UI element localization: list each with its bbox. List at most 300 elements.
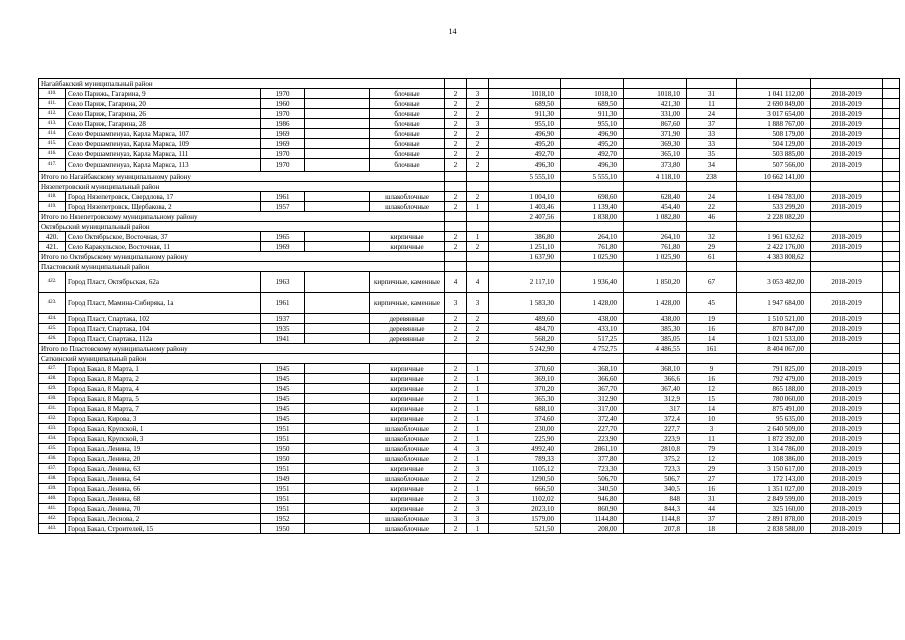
period: 2018-2019 <box>811 464 883 474</box>
area-1: 911,30 <box>489 109 561 119</box>
residents: 27 <box>687 474 737 484</box>
residents: 12 <box>687 384 737 394</box>
address: Село Фершампенуаз, Карла Маркса, 109 <box>66 139 261 149</box>
entrances: 1 <box>467 414 489 424</box>
table-row <box>39 109 900 119</box>
empty-cell <box>883 384 900 394</box>
empty-cell <box>883 139 900 149</box>
year-built: 1969 <box>261 242 305 252</box>
row-number: 443. <box>39 524 66 534</box>
residents: 11 <box>687 434 737 444</box>
address: Город Бакал, Ленина, 19 <box>66 444 261 454</box>
cost: 792 479,00 <box>737 374 811 384</box>
area-2: 367,70 <box>561 384 624 394</box>
residents: 29 <box>687 464 737 474</box>
address: Село Париж, Гагарина, 20 <box>66 99 261 109</box>
empty-cell <box>467 354 489 364</box>
cost: 1 041 112,00 <box>737 89 811 99</box>
total-area-3: 4 486,55 <box>624 344 687 354</box>
area-2: 208,00 <box>561 524 624 534</box>
area-3: 312,9 <box>624 394 687 404</box>
empty-cell <box>445 212 467 222</box>
floors: 2 <box>445 524 467 534</box>
area-1: 789,33 <box>489 454 561 464</box>
area-2: 223,90 <box>561 434 624 444</box>
district-section-row <box>39 262 900 272</box>
table-row <box>39 272 900 293</box>
table-row <box>39 159 900 172</box>
floors: 2 <box>445 99 467 109</box>
table-row <box>39 494 900 504</box>
area-3: 761,80 <box>624 242 687 252</box>
total-label: Итого по Нязепетровскому муниципальному району <box>39 212 445 222</box>
address: Город Бакал, Крупской, 3 <box>66 434 261 444</box>
address: Город Бакал, Ленина, 68 <box>66 494 261 504</box>
residents: 19 <box>687 314 737 324</box>
period: 2018-2019 <box>811 444 883 454</box>
year-built: 1945 <box>261 414 305 424</box>
row-number: 426. <box>39 334 66 344</box>
period: 2018-2019 <box>811 139 883 149</box>
area-2: 227,70 <box>561 424 624 434</box>
floors: 3 <box>445 514 467 524</box>
table-row <box>39 314 900 324</box>
year-built: 1945 <box>261 374 305 384</box>
cost: 1 888 767,00 <box>737 119 811 129</box>
period: 2018-2019 <box>811 314 883 324</box>
row-number: 438. <box>39 474 66 484</box>
residents: 24 <box>687 109 737 119</box>
table-row <box>39 404 900 414</box>
wall-material: блочные <box>370 89 445 99</box>
empty-cell <box>883 293 900 314</box>
cost: 3 150 617,00 <box>737 464 811 474</box>
empty-cell <box>883 354 900 364</box>
row-number: 437. <box>39 464 66 474</box>
table-row <box>39 424 900 434</box>
empty-cell <box>811 344 883 354</box>
entrances: 1 <box>467 424 489 434</box>
floors: 2 <box>445 89 467 99</box>
empty-cell <box>687 182 737 192</box>
total-area-1: 1 637,90 <box>489 252 561 262</box>
empty-cell <box>305 414 370 424</box>
area-3: 369,30 <box>624 139 687 149</box>
total-residents: 61 <box>687 252 737 262</box>
empty-cell <box>305 524 370 534</box>
table-row <box>39 434 900 444</box>
year-built: 1935 <box>261 324 305 334</box>
wall-material: шлакоблочные <box>370 192 445 202</box>
residents: 12 <box>687 454 737 464</box>
empty-cell <box>883 364 900 374</box>
period: 2018-2019 <box>811 454 883 464</box>
floors: 2 <box>445 404 467 414</box>
wall-material: блочные <box>370 129 445 139</box>
residents: 16 <box>687 484 737 494</box>
empty-cell <box>883 99 900 109</box>
empty-cell <box>305 202 370 212</box>
empty-cell <box>305 504 370 514</box>
table-row <box>39 242 900 252</box>
empty-cell <box>811 222 883 232</box>
period: 2018-2019 <box>811 149 883 159</box>
empty-cell <box>737 79 811 89</box>
period: 2018-2019 <box>811 324 883 334</box>
cost: 870 847,00 <box>737 324 811 334</box>
entrances: 1 <box>467 434 489 444</box>
empty-cell <box>305 444 370 454</box>
year-built: 1951 <box>261 494 305 504</box>
area-1: 1579,00 <box>489 514 561 524</box>
wall-material: кирпичные <box>370 414 445 424</box>
area-1: 365,30 <box>489 394 561 404</box>
empty-cell <box>467 212 489 222</box>
year-built: 1970 <box>261 89 305 99</box>
district-name: Октябрьский муниципальный район <box>39 222 445 232</box>
empty-cell <box>883 212 900 222</box>
period: 2018-2019 <box>811 484 883 494</box>
row-number: 419. <box>39 202 66 212</box>
area-1: 1 004,10 <box>489 192 561 202</box>
period: 2018-2019 <box>811 364 883 374</box>
entrances: 3 <box>467 504 489 514</box>
wall-material: шлакоблочные <box>370 524 445 534</box>
entrances: 3 <box>467 464 489 474</box>
empty-cell <box>811 354 883 364</box>
empty-cell <box>883 414 900 424</box>
total-area-2: 5 555,10 <box>561 172 624 182</box>
row-number: 418. <box>39 192 66 202</box>
period: 2018-2019 <box>811 524 883 534</box>
area-1: 495,20 <box>489 139 561 149</box>
area-2: 698,60 <box>561 192 624 202</box>
area-1: 2 117,10 <box>489 272 561 293</box>
period: 2018-2019 <box>811 242 883 252</box>
floors: 4 <box>445 444 467 454</box>
area-3: 421,30 <box>624 99 687 109</box>
year-built: 1941 <box>261 334 305 344</box>
year-built: 1951 <box>261 504 305 514</box>
table-row <box>39 293 900 314</box>
table-row <box>39 474 900 484</box>
table-row <box>39 139 900 149</box>
empty-cell <box>687 222 737 232</box>
address: Город Пласт, Спартака, 102 <box>66 314 261 324</box>
period: 2018-2019 <box>811 514 883 524</box>
empty-cell <box>883 464 900 474</box>
residents: 31 <box>687 89 737 99</box>
entrances: 2 <box>467 109 489 119</box>
area-3: 264,10 <box>624 232 687 242</box>
period: 2018-2019 <box>811 414 883 424</box>
wall-material: кирпичные <box>370 232 445 242</box>
address: Село Париж, Гагарина, 28 <box>66 119 261 129</box>
area-1: 374,60 <box>489 414 561 424</box>
empty-cell <box>883 222 900 232</box>
row-number: 428. <box>39 374 66 384</box>
floors: 2 <box>445 119 467 129</box>
area-2: 1144,80 <box>561 514 624 524</box>
wall-material: кирпичные <box>370 484 445 494</box>
row-number: 440. <box>39 494 66 504</box>
empty-cell <box>445 354 467 364</box>
wall-material: шлакоблочные <box>370 474 445 484</box>
area-2: 517,25 <box>561 334 624 344</box>
residents: 14 <box>687 404 737 414</box>
year-built: 1950 <box>261 444 305 454</box>
empty-cell <box>883 374 900 384</box>
cost: 325 160,00 <box>737 504 811 514</box>
residents: 22 <box>687 202 737 212</box>
empty-cell <box>305 394 370 404</box>
district-total-row <box>39 344 900 354</box>
entrances: 2 <box>467 149 489 159</box>
empty-cell <box>445 222 467 232</box>
row-number: 417. <box>39 159 66 172</box>
empty-cell <box>811 252 883 262</box>
year-built: 1945 <box>261 384 305 394</box>
area-3: 1018,10 <box>624 89 687 99</box>
year-built: 1937 <box>261 314 305 324</box>
area-3: 848 <box>624 494 687 504</box>
row-number: 429. <box>39 384 66 394</box>
address: Город Бакал, Ленина, 66 <box>66 484 261 494</box>
year-built: 1945 <box>261 364 305 374</box>
empty-cell <box>883 404 900 414</box>
table-row <box>39 129 900 139</box>
empty-cell <box>687 262 737 272</box>
area-2: 761,80 <box>561 242 624 252</box>
address: Город Бакал, 8 Марта, 7 <box>66 404 261 414</box>
empty-cell <box>305 424 370 434</box>
entrances: 3 <box>467 514 489 524</box>
empty-cell <box>883 192 900 202</box>
entrances: 3 <box>467 119 489 129</box>
wall-material: кирпичные <box>370 374 445 384</box>
empty-cell <box>737 262 811 272</box>
empty-cell <box>624 222 687 232</box>
empty-cell <box>687 354 737 364</box>
table-row <box>39 504 900 514</box>
empty-cell <box>305 364 370 374</box>
area-3: 372,4 <box>624 414 687 424</box>
area-1: 369,10 <box>489 374 561 384</box>
area-2: 496,90 <box>561 129 624 139</box>
wall-material: кирпичные <box>370 504 445 514</box>
empty-cell <box>561 354 624 364</box>
entrances: 2 <box>467 242 489 252</box>
empty-cell <box>883 514 900 524</box>
residents: 44 <box>687 504 737 514</box>
residents: 37 <box>687 514 737 524</box>
floors: 2 <box>445 334 467 344</box>
empty-cell <box>561 222 624 232</box>
year-built: 1951 <box>261 464 305 474</box>
period: 2018-2019 <box>811 404 883 414</box>
row-number: 431. <box>39 404 66 414</box>
floors: 2 <box>445 129 467 139</box>
table-row <box>39 514 900 524</box>
row-number: 421. <box>39 242 66 252</box>
empty-cell <box>883 252 900 262</box>
area-2: 1 139,40 <box>561 202 624 212</box>
table-row <box>39 524 900 534</box>
residents: 3 <box>687 424 737 434</box>
table-row <box>39 99 900 109</box>
cost: 1 351 027,00 <box>737 484 811 494</box>
area-2: 496,30 <box>561 159 624 172</box>
entrances: 2 <box>467 99 489 109</box>
empty-cell <box>624 79 687 89</box>
area-1: 1290,50 <box>489 474 561 484</box>
empty-cell <box>489 354 561 364</box>
empty-cell <box>883 272 900 293</box>
residents: 14 <box>687 334 737 344</box>
wall-material: кирпичные <box>370 242 445 252</box>
empty-cell <box>305 434 370 444</box>
floors: 2 <box>445 394 467 404</box>
total-label: Итого по Октябрьскому муниципальному району <box>39 252 445 262</box>
floors: 2 <box>445 414 467 424</box>
wall-material: кирпичные <box>370 464 445 474</box>
row-number: 423. <box>39 293 66 314</box>
total-residents: 238 <box>687 172 737 182</box>
entrances: 3 <box>467 293 489 314</box>
residents: 79 <box>687 444 737 454</box>
area-3: 331,00 <box>624 109 687 119</box>
row-number: 425. <box>39 324 66 334</box>
empty-cell <box>305 293 370 314</box>
cost: 2 838 588,00 <box>737 524 811 534</box>
year-built: 1945 <box>261 404 305 414</box>
area-3: 385,30 <box>624 324 687 334</box>
floors: 2 <box>445 324 467 334</box>
year-built: 1969 <box>261 129 305 139</box>
year-built: 1961 <box>261 192 305 202</box>
floors: 2 <box>445 424 467 434</box>
address: Село Парижь, Гагарина, 9 <box>66 89 261 99</box>
empty-cell <box>883 394 900 404</box>
entrances: 2 <box>467 129 489 139</box>
area-3: 207,8 <box>624 524 687 534</box>
address: Село Октябрьское, Восточная, 37 <box>66 232 261 242</box>
district-total-row <box>39 212 900 222</box>
wall-material: деревянные <box>370 314 445 324</box>
area-1: 370,60 <box>489 364 561 374</box>
empty-cell <box>883 434 900 444</box>
housing-register-table <box>38 78 900 534</box>
total-residents: 46 <box>687 212 737 222</box>
address: Город Бакал, Ленина, 63 <box>66 464 261 474</box>
period: 2018-2019 <box>811 334 883 344</box>
empty-cell <box>883 424 900 434</box>
year-built: 1950 <box>261 454 305 464</box>
row-number: 411. <box>39 99 66 109</box>
empty-cell <box>883 454 900 464</box>
floors: 2 <box>445 374 467 384</box>
table-row <box>39 384 900 394</box>
entrances: 1 <box>467 484 489 494</box>
row-number: 441. <box>39 504 66 514</box>
page-number: 14 <box>448 27 457 36</box>
row-number: 424. <box>39 314 66 324</box>
floors: 2 <box>445 384 467 394</box>
period: 2018-2019 <box>811 109 883 119</box>
area-3: 2810,8 <box>624 444 687 454</box>
district-section-row <box>39 222 900 232</box>
floors: 2 <box>445 364 467 374</box>
period: 2018-2019 <box>811 374 883 384</box>
address: Город Бакал, 8 Марта, 5 <box>66 394 261 404</box>
wall-material: блочные <box>370 119 445 129</box>
district-name: Нагайбакский муниципальный район <box>39 79 445 89</box>
empty-cell <box>305 159 370 172</box>
wall-material: кирпичные <box>370 384 445 394</box>
entrances: 4 <box>467 272 489 293</box>
district-total-row <box>39 252 900 262</box>
empty-cell <box>624 182 687 192</box>
area-3: 844,3 <box>624 504 687 514</box>
cost: 1 872 392,00 <box>737 434 811 444</box>
area-2: 2861,10 <box>561 444 624 454</box>
area-1: 1018,10 <box>489 89 561 99</box>
residents: 24 <box>687 192 737 202</box>
year-built: 1951 <box>261 424 305 434</box>
entrances: 1 <box>467 202 489 212</box>
area-1: 4992,40 <box>489 444 561 454</box>
empty-cell <box>883 232 900 242</box>
row-number: 433. <box>39 424 66 434</box>
period: 2018-2019 <box>811 272 883 293</box>
empty-cell <box>305 192 370 202</box>
address: Город Бакал, Строителей, 15 <box>66 524 261 534</box>
table-row <box>39 464 900 474</box>
area-3: 1144,8 <box>624 514 687 524</box>
empty-cell <box>883 494 900 504</box>
floors: 2 <box>445 159 467 172</box>
area-1: 1 251,10 <box>489 242 561 252</box>
empty-cell <box>737 182 811 192</box>
row-number: 432. <box>39 414 66 424</box>
area-2: 366,60 <box>561 374 624 384</box>
area-3: 373,80 <box>624 159 687 172</box>
period: 2018-2019 <box>811 89 883 99</box>
year-built: 1957 <box>261 202 305 212</box>
total-label: Итого по Пластовскому муниципальному району <box>39 344 445 354</box>
area-3: 227,7 <box>624 424 687 434</box>
empty-cell <box>883 172 900 182</box>
empty-cell <box>624 262 687 272</box>
entrances: 2 <box>467 314 489 324</box>
cost: 172 143,00 <box>737 474 811 484</box>
floors: 2 <box>445 192 467 202</box>
table-row <box>39 232 900 242</box>
cost: 791 825,00 <box>737 364 811 374</box>
cost: 875 491,00 <box>737 404 811 414</box>
area-1: 521,50 <box>489 524 561 534</box>
total-cost: 10 662 141,00 <box>737 172 811 182</box>
empty-cell <box>561 262 624 272</box>
empty-cell <box>883 202 900 212</box>
total-cost: 8 404 067,00 <box>737 344 811 354</box>
table-row <box>39 414 900 424</box>
area-1: 225,90 <box>489 434 561 444</box>
area-2: 1018,10 <box>561 89 624 99</box>
period: 2018-2019 <box>811 494 883 504</box>
entrances: 1 <box>467 364 489 374</box>
address: Село Париж, Гагарина, 26 <box>66 109 261 119</box>
